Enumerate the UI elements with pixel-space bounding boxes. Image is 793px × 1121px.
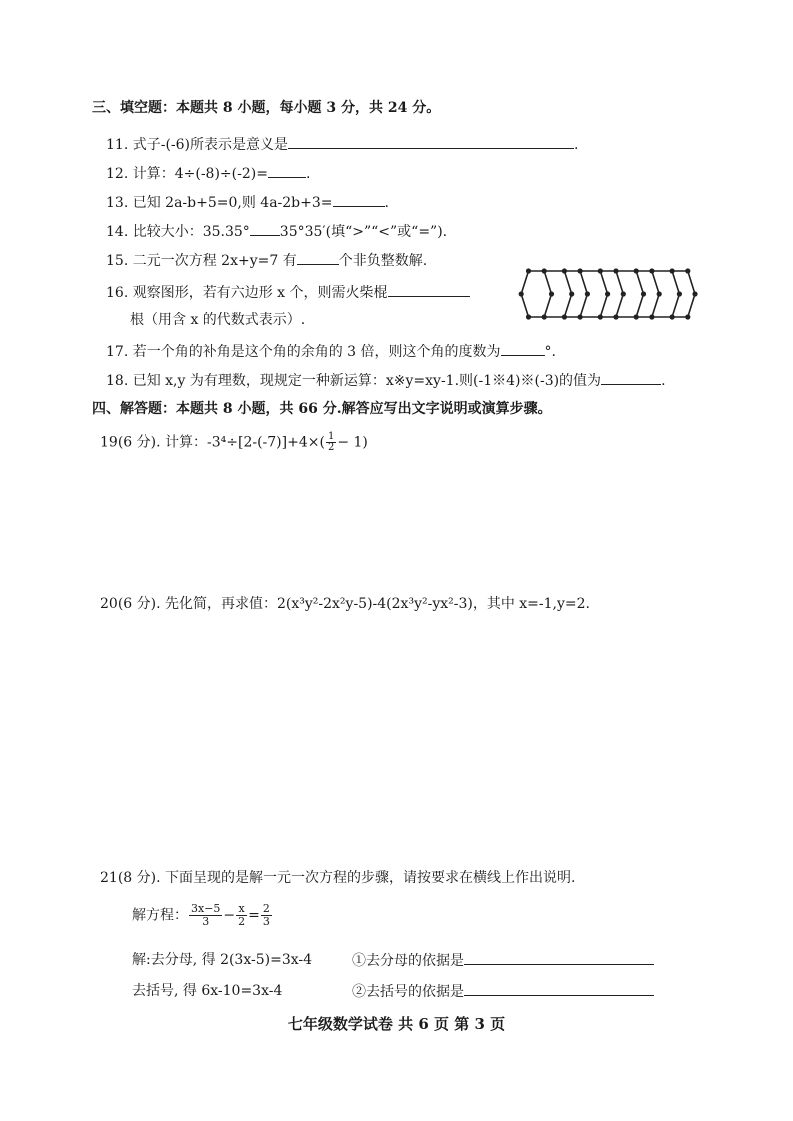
question-21-step-1: 解:去分母, 得 2(3x-5)=3x-4 <box>132 952 313 968</box>
question-20: 20(6 分). 先化简，再求值：2(x³y²-2x²y-5)-4(2x³y²-yx²-3)，其中 x=-1,y=2. <box>100 596 590 612</box>
equation-fraction-3: $\frac{2}{3}$ <box>262 902 270 928</box>
page-footer: 七年级数学试卷 共 6 页 第 3 页 <box>287 1015 506 1033</box>
question-19-text-post: − 1) <box>337 434 368 451</box>
answer-blank-11[interactable] <box>288 134 574 149</box>
question-11-text: 11. 式子-(-6)所表示是意义是 <box>106 137 289 153</box>
answer-blank-15[interactable] <box>297 250 339 265</box>
equation-fraction-1: $\frac{3x-5}{3}$ <box>191 902 221 928</box>
question-12: 12. 计算：4÷(-8)÷(-2)= . <box>106 163 310 184</box>
answer-blank-17[interactable] <box>501 341 545 356</box>
question-15-text-post: 个非负整数解. <box>338 253 428 269</box>
hexagon-chain-figure <box>508 268 698 320</box>
question-21-title: 21(8 分). 下面呈现的是解一元一次方程的步骤，请按要求在横线上作出说明. <box>100 870 576 886</box>
answer-blank-18[interactable] <box>601 370 661 385</box>
question-19-fraction: $\frac{1}{2}$ <box>327 431 335 453</box>
answer-blank-21-1[interactable] <box>464 950 654 965</box>
question-14-text-post: 35°35′(填“>”“<”或“=”). <box>279 224 448 240</box>
question-16-line-2: 根（用含 x 的代数式表示）. <box>130 312 306 328</box>
section-3-title: 三、填空题：本题共 8 小题，每小题 3 分，共 24 分。 <box>92 100 441 116</box>
question-18-text: 18. 已知 x,y 为有理数，现规定一种新运算：x※y=xy-1.则(-1※4)※(-3)的值为 <box>106 373 602 389</box>
question-21-step-2: 去括号, 得 6x-10=3x-4 <box>132 983 283 999</box>
question-13-text: 13. 已知 2a-b+5=0,则 4a-2b+3= <box>106 195 333 211</box>
equation-label: 解方程： <box>132 907 188 924</box>
question-18: 18. 已知 x,y 为有理数，现规定一种新运算：x※y=xy-1.则(-1※4)※(-3)的值为 . <box>106 370 666 391</box>
reason-1-label: ①去分母的依据是 <box>352 953 464 969</box>
question-14 <box>106 221 447 242</box>
question-14-text-pre: 14. 比较大小：35.35° <box>106 224 250 240</box>
question-19-text-pre: 19(6 分). 计算：-3⁴÷[2-(-7)]+4×( <box>100 434 325 451</box>
answer-blank-13[interactable] <box>333 192 385 207</box>
question-12-text: 12. 计算：4÷(-8)÷(-2)= <box>106 166 268 182</box>
question-15 <box>106 250 427 271</box>
question-17-text-pre: 17. 若一个角的补角是这个角的余角的 3 倍，则这个角的度数为 <box>106 344 501 360</box>
answer-blank-14[interactable] <box>250 221 280 236</box>
question-21-equation: 解方程： $\frac{3x-5}{3}$ − $\frac{x}{2}$ = $\frac{2}{3}$ <box>132 902 270 928</box>
question-17 <box>106 341 556 362</box>
section-4-title: 四、解答题：本题共 8 小题，共 66 分.解答应写出文字说明或演算步骤。 <box>92 401 552 417</box>
answer-blank-21-2[interactable] <box>464 981 654 996</box>
question-13: 13. 已知 2a-b+5=0,则 4a-2b+3= . <box>106 192 389 213</box>
answer-blank-16[interactable] <box>388 282 470 297</box>
reason-2-label: ②去括号的依据是 <box>352 984 464 1000</box>
equation-fraction-2: $\frac{x}{2}$ <box>238 902 246 928</box>
question-15-text-pre: 15. 二元一次方程 2x+y=7 有 <box>106 253 297 269</box>
question-16-line-1 <box>106 282 470 303</box>
question-21-reason-2 <box>352 981 654 1002</box>
question-21-reason-1 <box>352 950 654 971</box>
question-11: 11. 式子-(-6)所表示是意义是 . <box>106 134 578 155</box>
question-19 <box>100 432 368 453</box>
question-17-text-post: °. <box>544 344 556 360</box>
answer-blank-12[interactable] <box>268 163 306 178</box>
question-16-text-1: 16. 观察图形，若有六边形 x 个，则需火柴棍 <box>106 285 388 301</box>
